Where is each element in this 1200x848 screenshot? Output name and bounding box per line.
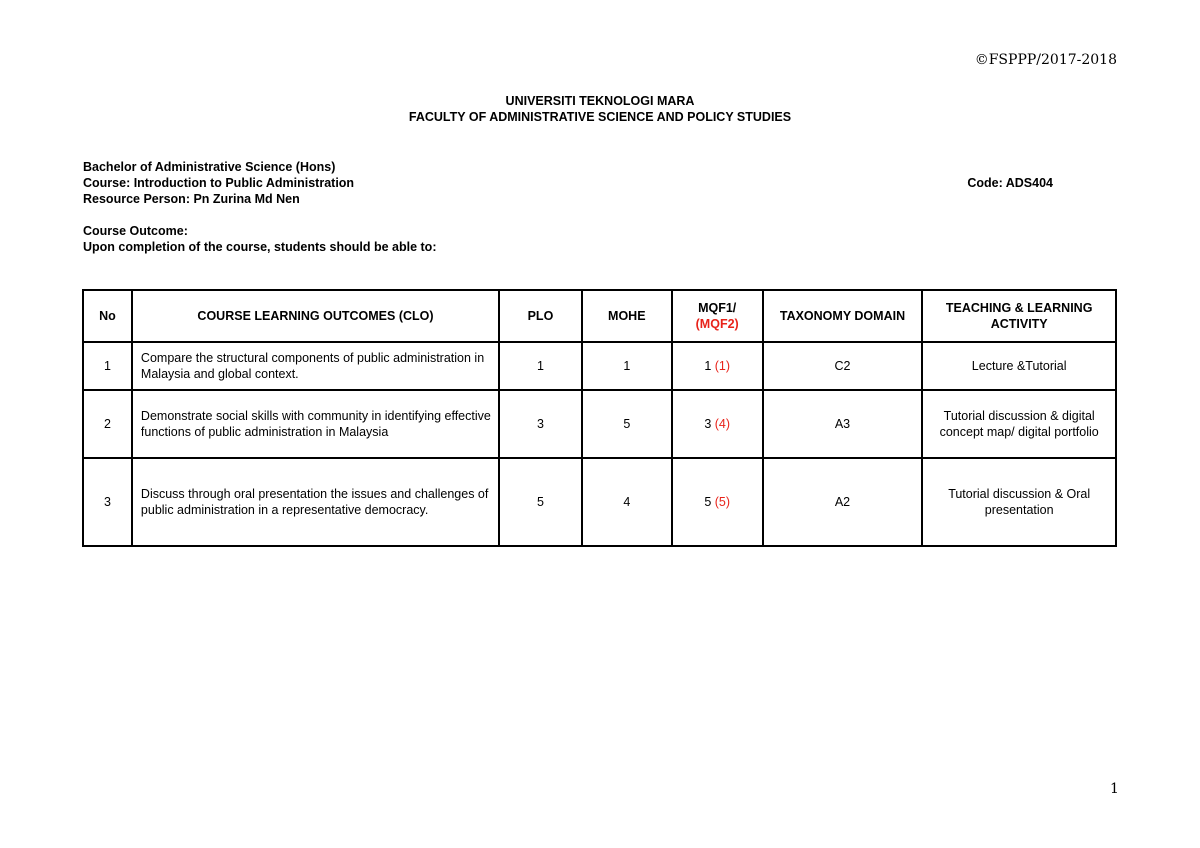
cell-mqf2: (1) — [714, 359, 731, 373]
table-row — [83, 342, 1116, 390]
cell-activity: Tutorial discussion & Oral presentation — [922, 458, 1116, 546]
cell-mohe: 1 — [582, 342, 672, 390]
header-mqf1: MQF1/ — [698, 301, 737, 315]
cell-clo: Discuss through oral presentation the issues and challenges of public administration in a representative democracy. — [132, 458, 499, 546]
cell-mqf — [672, 458, 763, 546]
cell-no: 3 — [83, 458, 132, 546]
resource-person: Resource Person: Pn Zurina Md Nen — [83, 192, 300, 206]
outcome-label: Course Outcome: — [83, 224, 188, 238]
cell-no: 2 — [83, 390, 132, 458]
cell-mqf — [672, 390, 763, 458]
table-row — [83, 458, 1116, 546]
cell-mohe: 5 — [582, 390, 672, 458]
cell-mqf1: 1 — [704, 359, 712, 373]
course-info — [83, 159, 1053, 207]
cell-plo: 3 — [499, 390, 582, 458]
cell-mqf2: (5) — [714, 495, 731, 509]
university-title: UNIVERSITI TEKNOLOGI MARA — [505, 94, 695, 108]
cell-taxonomy: A2 — [763, 458, 923, 546]
cell-mqf1: 5 — [704, 495, 712, 509]
document-titles — [0, 93, 1200, 125]
table-row — [83, 390, 1116, 458]
cell-no: 1 — [83, 342, 132, 390]
cell-activity: Tutorial discussion & digital concept map/ digital portfolio — [922, 390, 1116, 458]
header-mqf2: (MQF2) — [695, 317, 739, 331]
header-mohe: MOHE — [582, 290, 672, 342]
cell-taxonomy: C2 — [763, 342, 923, 390]
page-number: 1 — [1110, 781, 1119, 797]
course-name: Course: Introduction to Public Administration — [83, 176, 355, 190]
header-no: No — [83, 290, 132, 342]
cell-clo: Compare the structural components of public administration in Malaysia and global context. — [132, 342, 499, 390]
course-row — [83, 175, 1053, 191]
cell-mqf — [672, 342, 763, 390]
header-mqf — [672, 290, 763, 342]
header-activity: TEACHING & LEARNING ACTIVITY — [922, 290, 1116, 342]
header-plo: PLO — [499, 290, 582, 342]
copyright-notice: ©FSPPP/2017-2018 — [974, 52, 1117, 68]
course-outcome-intro — [83, 223, 1053, 255]
course-code: Code: ADS404 — [967, 176, 1053, 190]
header-clo: COURSE LEARNING OUTCOMES (CLO) — [132, 290, 499, 342]
cell-mohe: 4 — [582, 458, 672, 546]
cell-mqf2: (4) — [714, 417, 731, 431]
cell-activity: Lecture &Tutorial — [922, 342, 1116, 390]
cell-mqf1: 3 — [704, 417, 712, 431]
outcome-intro: Upon completion of the course, students should be able to: — [83, 240, 437, 254]
cell-taxonomy: A3 — [763, 390, 923, 458]
cell-plo: 5 — [499, 458, 582, 546]
table-header-row — [83, 290, 1116, 342]
clo-table — [82, 289, 1117, 547]
program-name: Bachelor of Administrative Science (Hons) — [83, 160, 336, 174]
cell-clo: Demonstrate social skills with community in identifying effective functions of public administration in Malaysia — [132, 390, 499, 458]
cell-plo: 1 — [499, 342, 582, 390]
header-taxonomy: TAXONOMY DOMAIN — [763, 290, 923, 342]
faculty-title: FACULTY OF ADMINISTRATIVE SCIENCE AND POLICY STUDIES — [408, 110, 792, 124]
